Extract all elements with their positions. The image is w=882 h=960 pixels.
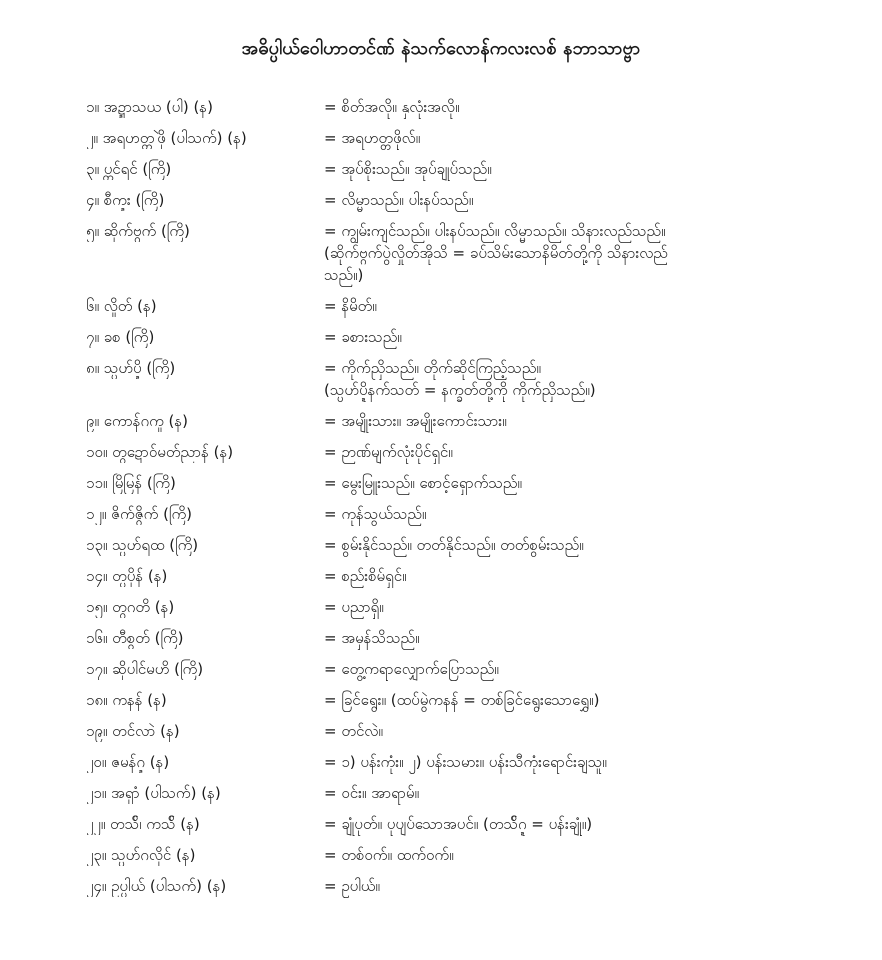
glossary-entry xyxy=(86,295,846,317)
glossary-entry xyxy=(86,565,846,587)
entry-term: ၄။ စီက္ဍး (ကြိ) xyxy=(86,191,165,209)
entry-term: ၃။ ပ္ကင်ရင် (ကြိ) xyxy=(86,160,172,178)
entry-definition xyxy=(324,220,846,286)
entry-definition xyxy=(324,751,846,773)
glossary-entry xyxy=(86,813,846,835)
definition-line: = အမှန်သိသည်။ xyxy=(324,629,420,647)
definition-line: = ကုန်သွယ်သည်။ xyxy=(324,505,427,523)
entry-term: ၂၀။ ဇမန်ဂ္ဍ (န) xyxy=(86,753,170,771)
entry-definition xyxy=(324,627,846,649)
entry-term: ၇။ ခစ (ကြိ) xyxy=(86,328,155,346)
glossary-entry xyxy=(86,326,846,348)
entry-term: ၂၂။ တသ်ိ၊ ကသ်ိ (န) xyxy=(86,815,200,833)
definition-line: (သ္ပဟ်ပ္ဍိနက်သတ် = နက္ခတ်တို့ကို ကိုက်ညှိသည်။) xyxy=(324,381,596,399)
entry-term: ၁၆။ တီစွတ် (ကြိ) xyxy=(86,629,184,647)
entry-definition xyxy=(324,410,846,432)
definition-line: = ဥပါယ်။ xyxy=(324,877,380,895)
definition-line: = တွေ့ကရာလျှောက်ပြောသည်။ xyxy=(324,660,499,678)
entry-term: ၁၉။ တင်လာဲ (န) xyxy=(86,722,180,740)
glossary-entry xyxy=(86,596,846,618)
entry-term: ၁၇။ ဆိုပါင်မဟိ (ကြိ) xyxy=(86,660,204,678)
definition-line: = ဉာဏ်မျက်လုံးပိုင်ရှင်။ xyxy=(324,443,453,461)
entry-definition xyxy=(324,189,846,211)
definition-line: = နိမိတ်။ xyxy=(324,297,377,315)
glossary-entry xyxy=(86,127,846,149)
entry-definition xyxy=(324,503,846,525)
entry-definition xyxy=(324,720,846,742)
definition-line: = စိတ်အလို။ နှလုံးအလို။ xyxy=(324,98,460,116)
entry-term: ၂၄။ ဥပ္ပါယ် (ပါသက်) (န) xyxy=(86,877,227,895)
entry-term: ၁၀။ တ္ဂဍောဝ်မတ်ညာန် (န) xyxy=(86,443,234,461)
entry-term: ၂၃။ သ္ပဟ်ဂလိုင် (န) xyxy=(86,846,196,864)
definition-line: = စည်းစိမ်ရှင်။ xyxy=(324,567,407,585)
glossary-entry xyxy=(86,534,846,556)
glossary-entry xyxy=(86,410,846,432)
definition-line: = ချုံပုတ်။ ပုပျပ်သောအပင်။ (တသ်ိဂ္ဍ = ပန်းချုံ။) xyxy=(324,815,593,833)
entry-definition xyxy=(324,813,846,835)
entry-definition xyxy=(324,357,846,401)
glossary-entry xyxy=(86,220,846,286)
entry-term: ၂။ အရဟတ္တဖိုဲ (ပါသက်) (န) xyxy=(86,129,247,147)
definition-line: = ကိုက်ညှိသည်။ တိုက်ဆိုင်ကြည့်သည်။ xyxy=(324,359,541,377)
entry-term: ၈။ သ္ပဟ်ပ္ဍိ (ကြိ) xyxy=(86,359,176,377)
entry-definition xyxy=(324,326,846,348)
glossary-entry xyxy=(86,720,846,742)
glossary-entry xyxy=(86,472,846,494)
entry-term: ၆။ လှိုတ် (န) xyxy=(86,297,157,315)
definition-line: = ကျွမ်းကျင်သည်။ ပါးနပ်သည်။ လိမ္မာသည်။ သိနားလည်သည်။ xyxy=(324,222,666,240)
definition-line: = တင်လဲ။ xyxy=(324,722,383,740)
entry-definition xyxy=(324,96,846,118)
glossary-entry xyxy=(86,689,846,711)
entry-definition xyxy=(324,689,846,711)
entry-term: ၉။ ကောန်ဂကူ (န) xyxy=(86,412,188,430)
glossary-entry xyxy=(86,158,846,180)
glossary-entry xyxy=(86,357,846,401)
definition-line: (ဆိုက်ဗ္ဂက်ပွဲလှိုတ်အိုသိ = ခပ်သိမ်းသောနိမိတ်တို့ကို သိနားလည် xyxy=(324,244,668,262)
entry-definition xyxy=(324,875,846,897)
entry-term: ၁၁။ မြိမြန် (ကြိ) xyxy=(86,474,176,492)
definition-line: = ပညာရှိ။ xyxy=(324,598,384,616)
entry-definition xyxy=(324,534,846,556)
glossary-entry xyxy=(86,782,846,804)
entry-definition xyxy=(324,596,846,618)
entry-term: ၁။ အဍ္ဍာသယ (ပါ) (န) xyxy=(86,98,213,116)
entry-term: ၁၈။ ကနန် (န) xyxy=(86,691,167,709)
entry-term: ၁၅။ တ္ဂဂတိ (န) xyxy=(86,598,175,616)
entry-term: ၂၁။ အရှာံ (ပါသက်) (န) xyxy=(86,784,221,802)
entry-term: ၁၄။ တ္ပပိုန် (န) xyxy=(86,567,168,585)
entry-definition xyxy=(324,127,846,149)
entry-term: ၁၃။ သ္ပဟ်ရထ (ကြိ) xyxy=(86,536,199,554)
definition-line: = ခြင်ရွေး။ (ထပ်မွဲကနန် = တစ်ခြင်ရွေးသောရွှေ။) xyxy=(324,691,600,709)
definition-line: = ၁) ပန်းကုံး။ ၂) ပန်းသမား။ ပန်းသီကုံးရောင်းချသူ။ xyxy=(324,753,607,771)
glossary-entry xyxy=(86,503,846,525)
definition-line: = တစ်ဝက်။ ထက်ဝက်။ xyxy=(324,846,454,864)
entry-definition xyxy=(324,295,846,317)
definition-line: = လိမ္မာသည်။ ပါးနပ်သည်။ xyxy=(324,191,474,209)
glossary-entry xyxy=(86,844,846,866)
entry-definition xyxy=(324,158,846,180)
glossary-entry xyxy=(86,96,846,118)
entry-definition xyxy=(324,782,846,804)
entry-definition xyxy=(324,658,846,680)
entry-definition xyxy=(324,441,846,463)
definition-line: = မွေးမြူးသည်။ စောင့်ရှောက်သည်။ xyxy=(324,474,522,492)
definition-line: သည်။) xyxy=(324,266,364,284)
document-title: အဓိပ္ပါယ်ဝေါဟာတင်ဏ် နဲသက်လောန်ကလးလစ် နဘာသာဗ္ဗာ xyxy=(241,38,641,59)
definition-line: = စွမ်းနိုင်သည်။ တတ်နိုင်သည်။ တတ်စွမ်းသည်။ xyxy=(324,536,584,554)
definition-line: = အုပ်စိုးသည်။ အုပ်ချုပ်သည်။ xyxy=(324,160,492,178)
glossary-entry xyxy=(86,189,846,211)
entry-definition xyxy=(324,844,846,866)
entry-term: ၅။ ဆိုက်ဗ္ဂက် (ကြိ) xyxy=(86,222,190,240)
glossary-entry xyxy=(86,627,846,649)
glossary-list xyxy=(86,96,846,906)
glossary-entry xyxy=(86,875,846,897)
definition-line: = အရဟတ္တဖိုလ်။ xyxy=(324,129,421,147)
definition-line: = အမျိုးသား။ အမျိုးကောင်းသား။ xyxy=(324,412,507,430)
entry-definition xyxy=(324,472,846,494)
definition-line: = ဝင်း။ အာရာမ်။ xyxy=(324,784,420,802)
entry-term: ၁၂။ ဇိက်ဇ္ဂိက် (ကြိ) xyxy=(86,505,192,523)
glossary-entry xyxy=(86,658,846,680)
glossary-entry xyxy=(86,441,846,463)
definition-line: = ခစားသည်။ xyxy=(324,328,402,346)
entry-definition xyxy=(324,565,846,587)
glossary-entry xyxy=(86,751,846,773)
